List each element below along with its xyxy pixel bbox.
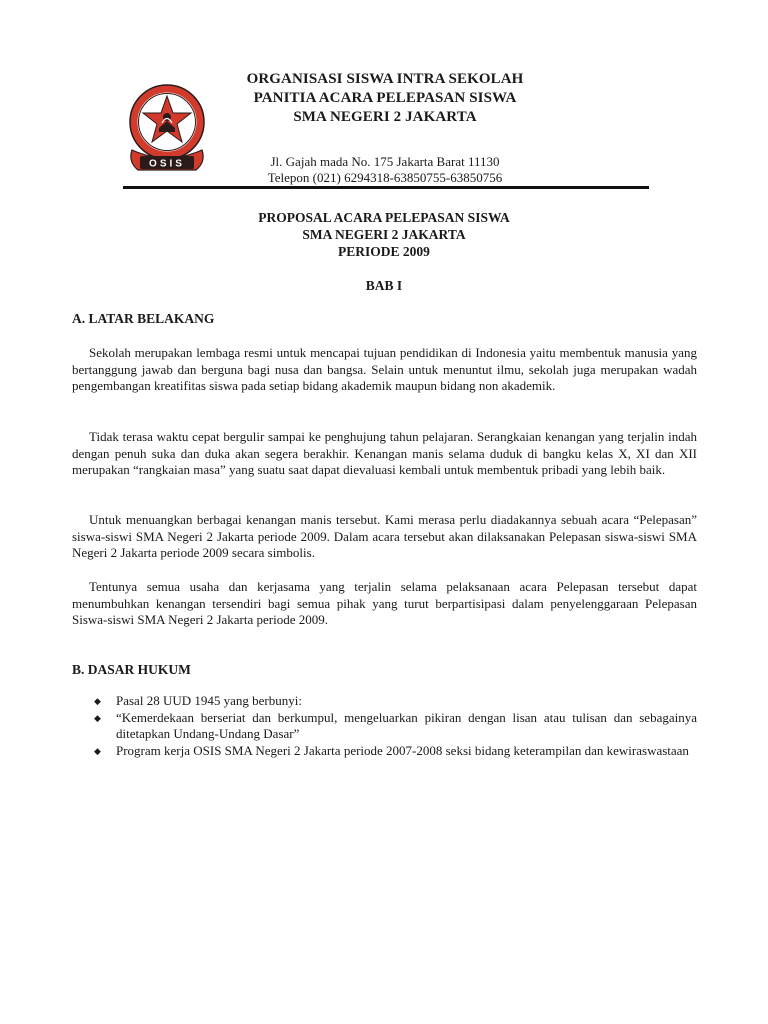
school-name: SMA NEGERI 2 JAKARTA xyxy=(293,109,477,125)
list-item xyxy=(72,693,697,710)
address: Jl. Gajah mada No. 175 Jakarta Barat 11130 xyxy=(270,154,500,169)
paragraph: Tidak terasa waktu cepat bergulir sampai ke penghujung tahun pelajaran. Serangkaian kenangan yang terjalin indah dengan penuh suka dan duka akan segera berakhir. Kenangan manis selama duduk di bangku kelas X, XI dan XII merupakan “rangkaian masa” yang suatu saat dapat dievaluasi kembali untuk membentuk pribadi yang lebih baik. xyxy=(72,429,697,477)
paragraph: Tentunya semua usaha dan kerjasama yang terjalin selama pelaksanaan acara Pelepasan tersebut dapat menumbuhkan kenangan tersendiri bagi semua pihak yang turut berpartisipasi dalam penyelenggaraan Pelepasan Siswa-siswi SMA Negeri 2 Jakarta periode 2009. xyxy=(72,579,697,627)
list-item-text: “Kemerdekaan berseriat dan berkumpul, mengeluarkan pikiran dengan lisan atau tulisan dan sebagainya ditetapkan Undang-Undang Dasar” xyxy=(116,709,697,741)
letterhead xyxy=(220,70,550,186)
list-item xyxy=(72,710,697,743)
section-b-heading: B. DASAR HUKUM xyxy=(72,662,191,677)
diamond-bullet-icon: ◆ xyxy=(94,696,101,706)
document-title xyxy=(0,209,768,260)
committee-name: PANITIA ACARA PELEPASAN SISWA xyxy=(253,90,517,106)
letterhead-divider xyxy=(123,186,649,189)
title-line-2: SMA NEGERI 2 JAKARTA xyxy=(302,227,466,242)
diamond-bullet-icon: ◆ xyxy=(94,712,101,723)
chapter-heading: BAB I xyxy=(365,278,403,293)
diamond-bullet-icon: ◆ xyxy=(94,745,101,756)
legal-basis-list xyxy=(72,693,697,759)
list-item-text: Pasal 28 UUD 1945 yang berbunyi: xyxy=(116,693,302,708)
list-item xyxy=(72,743,697,760)
logo-text: OSIS xyxy=(149,158,185,170)
title-line-1: PROPOSAL ACARA PELEPASAN SISWA xyxy=(258,210,510,225)
osis-logo-icon xyxy=(124,84,210,178)
paragraph: Untuk menuangkan berbagai kenangan manis tersebut. Kami merasa perlu diadakannya sebuah acara “Pelepasan” siswa-siswi SMA Negeri 2 Jakarta periode 2009. Dalam acara tersebut akan dilaksanakan Pelepasan siswa-siswi SMA Negeri 2 Jakarta periode 2009 secara simbolis. xyxy=(72,512,697,560)
section-a-heading: A. LATAR BELAKANG xyxy=(72,311,215,326)
title-line-3: PERIODE 2009 xyxy=(338,244,430,259)
phone: Telepon (021) 6294318-63850755-63850756 xyxy=(267,170,503,185)
list-item-text: Program kerja OSIS SMA Negeri 2 Jakarta periode 2007-2008 seksi bidang keterampilan dan kewiraswastaan xyxy=(116,742,689,758)
paragraph: Sekolah merupakan lembaga resmi untuk mencapai tujuan pendidikan di Indonesia yaitu membentuk manusia yang bertanggung jawab dan berguna bagi nusa dan bangsa. Selain untuk menuntut ilmu, sekolah juga merupakan wadah pengembangan kreatifitas siswa pada setiap bidang akademik maupun bidang non akademik. xyxy=(72,345,697,393)
org-name: ORGANISASI SISWA INTRA SEKOLAH xyxy=(246,71,524,87)
